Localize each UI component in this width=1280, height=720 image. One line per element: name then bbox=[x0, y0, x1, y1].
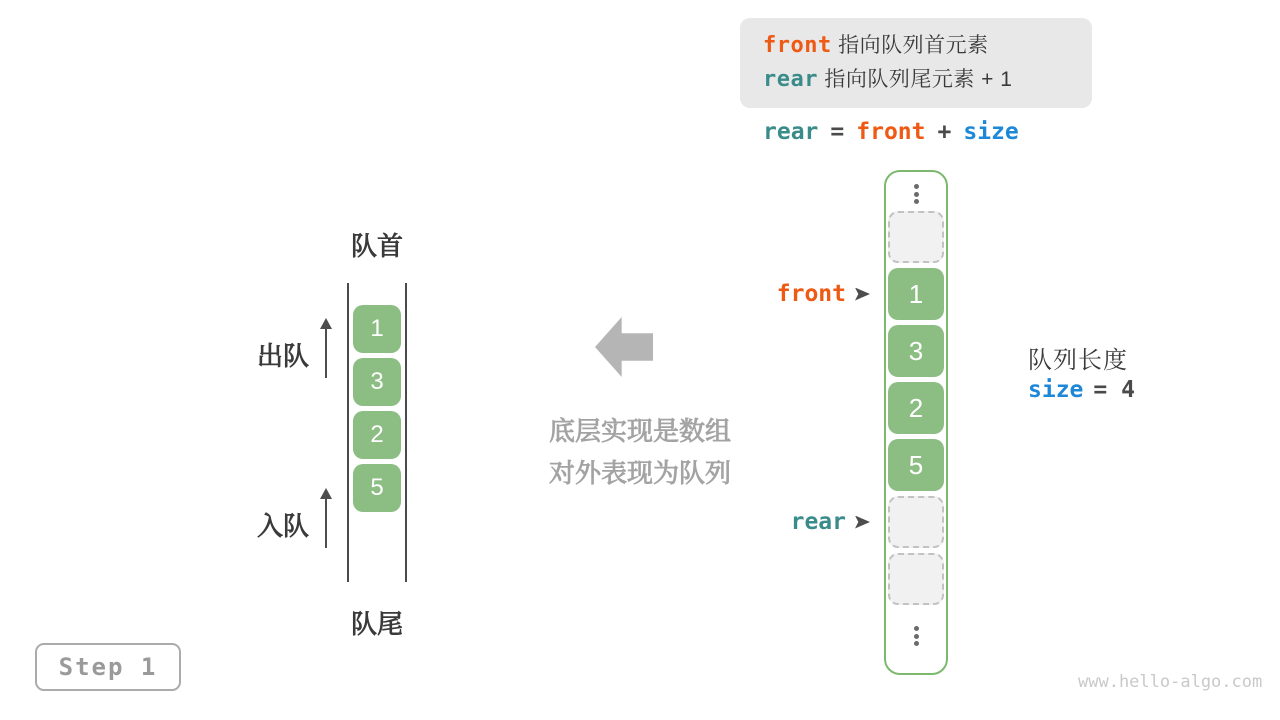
implementation-caption bbox=[515, 410, 765, 494]
front-pointer-label: front bbox=[776, 281, 846, 307]
size-value: = 4 bbox=[1093, 377, 1135, 403]
queue-cell: 5 bbox=[353, 464, 401, 512]
front-keyword: front bbox=[763, 33, 832, 58]
size-keyword: size bbox=[1028, 377, 1084, 403]
caption-line-1: 底层实现是数组 bbox=[548, 416, 731, 446]
arrow-shaft bbox=[325, 499, 327, 548]
formula-plus: + bbox=[937, 119, 952, 145]
array-cell-filled: 5 bbox=[888, 439, 944, 491]
rear-keyword: rear bbox=[763, 67, 818, 92]
array-container bbox=[884, 170, 948, 675]
legend-rear-text: 指向队列尾元素 + 1 bbox=[824, 68, 1013, 91]
ellipsis-icon bbox=[914, 624, 919, 648]
queue-cell: 1 bbox=[353, 305, 401, 353]
queue-wall-left bbox=[347, 283, 349, 582]
arrow-head bbox=[320, 318, 332, 329]
ellipsis-icon bbox=[914, 182, 919, 206]
enqueue-arrow-icon bbox=[319, 488, 333, 548]
array-cell-filled: 2 bbox=[888, 382, 944, 434]
front-pointer bbox=[773, 278, 870, 310]
legend-line-rear bbox=[763, 63, 1092, 97]
size-value-line bbox=[1028, 377, 1135, 403]
dequeue-arrow-icon bbox=[319, 318, 333, 378]
rear-pointer-label: rear bbox=[790, 509, 846, 535]
caption-line-2: 对外表现为队列 bbox=[548, 458, 731, 488]
array-cell-empty bbox=[888, 553, 944, 605]
formula-rear: rear bbox=[763, 119, 819, 145]
queue-cell: 3 bbox=[353, 358, 401, 406]
array-cell-empty bbox=[888, 496, 944, 548]
enqueue-label: 入队 bbox=[257, 511, 310, 541]
arrow-shaft bbox=[325, 329, 327, 378]
legend-front-text: 指向队列首元素 bbox=[838, 34, 989, 57]
queue-wall-right bbox=[405, 283, 407, 582]
array-cell-filled: 3 bbox=[888, 325, 944, 377]
rear-formula bbox=[763, 119, 1019, 145]
queue-length-label: 队列长度 bbox=[1028, 347, 1128, 374]
rear-pointer bbox=[773, 506, 870, 538]
formula-equals: = bbox=[830, 119, 845, 145]
watermark: www.hello-algo.com bbox=[1078, 672, 1263, 692]
arrow-head bbox=[320, 488, 332, 499]
formula-front: front bbox=[856, 119, 926, 145]
queue-head-label: 队首 bbox=[350, 231, 403, 261]
step-badge: Step 1 bbox=[35, 643, 181, 691]
left-block-arrow-icon bbox=[595, 317, 653, 377]
queue-cell: 2 bbox=[353, 411, 401, 459]
array-cell-filled: 1 bbox=[888, 268, 944, 320]
formula-size: size bbox=[963, 119, 1019, 145]
dequeue-label: 出队 bbox=[257, 341, 310, 371]
right-arrow-icon bbox=[855, 516, 870, 529]
array-cell-empty bbox=[888, 211, 944, 263]
queue-tail-label: 队尾 bbox=[350, 609, 403, 639]
legend-line-front bbox=[763, 29, 1092, 63]
pointer-legend-box bbox=[740, 18, 1092, 108]
right-arrow-icon bbox=[855, 288, 870, 301]
